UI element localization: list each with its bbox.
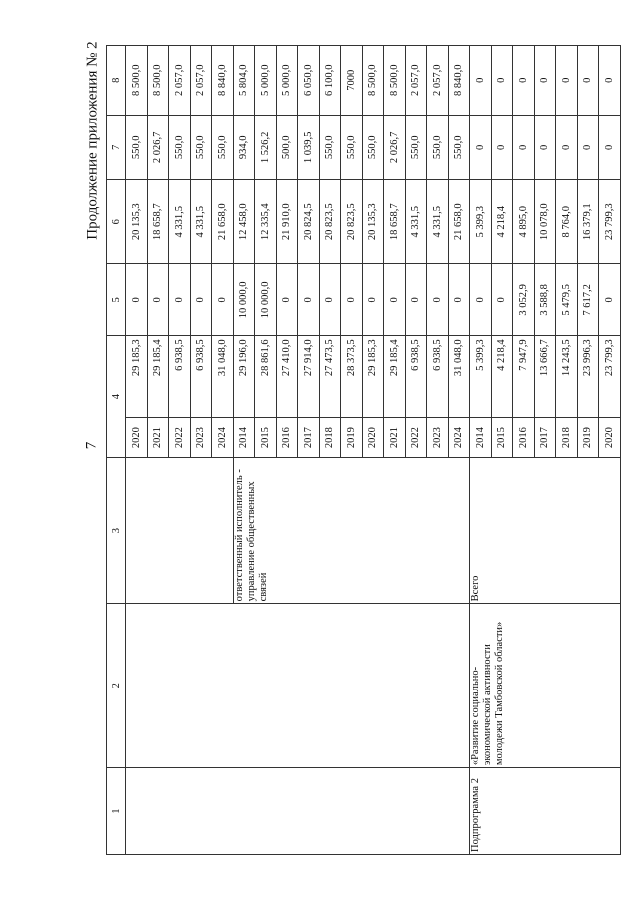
regional-cell: 20 823,5 — [319, 180, 341, 264]
col-header-7: 7 — [107, 115, 126, 180]
subprogram-label: Подпрограмма 2 — [470, 768, 621, 855]
col-header-3: 3 — [107, 457, 126, 603]
other-cell: 2 057,0 — [427, 46, 449, 116]
federal-cell: 3 588,8 — [534, 264, 556, 336]
local-cell: 2 026,7 — [147, 115, 169, 180]
regional-cell: 20 823,5 — [341, 180, 363, 264]
local-cell: 550,0 — [319, 115, 341, 180]
other-cell: 2 057,0 — [169, 46, 191, 116]
local-cell: 550,0 — [341, 115, 363, 180]
local-cell: 550,0 — [126, 115, 148, 180]
federal-cell: 0 — [470, 264, 492, 336]
year-cell: 2022 — [169, 418, 191, 458]
regional-cell: 5 399,3 — [470, 180, 492, 264]
federal-cell: 0 — [147, 264, 169, 336]
year-cell: 2020 — [126, 418, 148, 458]
total-cell: 4 218,4 — [491, 336, 513, 418]
other-cell: 2 057,0 — [405, 46, 427, 116]
total-cell: 6 938,5 — [190, 336, 212, 418]
other-cell: 0 — [599, 46, 621, 116]
col-header-8: 8 — [107, 46, 126, 116]
total-label: Всего — [470, 457, 621, 603]
total-cell: 6 938,5 — [405, 336, 427, 418]
other-cell: 8 500,0 — [147, 46, 169, 116]
regional-cell: 12 335,4 — [255, 180, 277, 264]
regional-cell: 4 331,5 — [169, 180, 191, 264]
federal-cell: 10 000,0 — [233, 264, 255, 336]
year-cell: 2024 — [212, 418, 234, 458]
other-cell: 0 — [556, 46, 578, 116]
year-cell: 2019 — [577, 418, 599, 458]
regional-cell: 4 331,5 — [405, 180, 427, 264]
federal-cell: 0 — [341, 264, 363, 336]
federal-cell: 0 — [190, 264, 212, 336]
year-cell: 2015 — [491, 418, 513, 458]
year-cell: 2020 — [599, 418, 621, 458]
other-cell: 5 000,0 — [255, 46, 277, 116]
total-cell: 5 399,3 — [470, 336, 492, 418]
regional-cell: 4 331,5 — [427, 180, 449, 264]
year-cell: 2016 — [513, 418, 535, 458]
federal-cell: 0 — [599, 264, 621, 336]
regional-cell: 20 135,3 — [362, 180, 384, 264]
other-cell: 8 500,0 — [362, 46, 384, 116]
local-cell: 550,0 — [427, 115, 449, 180]
total-cell: 28 373,5 — [341, 336, 363, 418]
local-cell: 0 — [470, 115, 492, 180]
local-cell: 550,0 — [212, 115, 234, 180]
other-cell: 5 804,0 — [233, 46, 255, 116]
regional-cell: 4 218,4 — [491, 180, 513, 264]
local-cell: 0 — [556, 115, 578, 180]
year-cell: 2023 — [427, 418, 449, 458]
year-cell: 2024 — [448, 418, 470, 458]
year-cell: 2023 — [190, 418, 212, 458]
year-cell: 2015 — [255, 418, 277, 458]
year-cell: 2021 — [384, 418, 406, 458]
regional-cell: 18 658,7 — [384, 180, 406, 264]
federal-cell: 0 — [448, 264, 470, 336]
local-cell: 1 039,5 — [298, 115, 320, 180]
budget-table-container — [106, 45, 615, 855]
total-cell: 6 938,5 — [427, 336, 449, 418]
local-cell: 550,0 — [169, 115, 191, 180]
regional-cell: 21 910,0 — [276, 180, 298, 264]
year-cell: 2018 — [319, 418, 341, 458]
total-cell: 27 914,0 — [298, 336, 320, 418]
federal-cell: 0 — [319, 264, 341, 336]
total-cell: 31 048,0 — [212, 336, 234, 418]
year-cell: 2019 — [341, 418, 363, 458]
total-cell: 23 799,3 — [599, 336, 621, 418]
local-cell: 500,0 — [276, 115, 298, 180]
total-cell: 28 861,6 — [255, 336, 277, 418]
col-header-4: 4 — [107, 336, 126, 458]
local-cell: 550,0 — [362, 115, 384, 180]
federal-cell: 0 — [384, 264, 406, 336]
regional-cell: 20 135,3 — [126, 180, 148, 264]
local-cell: 1 526,2 — [255, 115, 277, 180]
other-cell: 0 — [491, 46, 513, 116]
other-cell: 0 — [513, 46, 535, 116]
regional-cell: 10 078,0 — [534, 180, 556, 264]
local-cell: 550,0 — [448, 115, 470, 180]
regional-cell: 12 458,0 — [233, 180, 255, 264]
local-cell: 550,0 — [190, 115, 212, 180]
other-cell: 8 500,0 — [384, 46, 406, 116]
local-cell: 0 — [599, 115, 621, 180]
total-cell: 29 185,4 — [147, 336, 169, 418]
other-cell: 6 050,0 — [298, 46, 320, 116]
other-cell: 0 — [534, 46, 556, 116]
year-cell: 2021 — [147, 418, 169, 458]
subprogram-title: «Развитие социально-экономической активности молодежи Тамбовской области» — [470, 604, 621, 768]
local-cell: 0 — [534, 115, 556, 180]
other-cell: 7000 — [341, 46, 363, 116]
federal-cell: 10 000,0 — [255, 264, 277, 336]
local-cell: 2 026,7 — [384, 115, 406, 180]
local-cell: 934,0 — [233, 115, 255, 180]
year-cell: 2022 — [405, 418, 427, 458]
total-cell: 31 048,0 — [448, 336, 470, 418]
local-cell: 0 — [513, 115, 535, 180]
page-number: 7 — [83, 441, 100, 450]
federal-cell: 0 — [169, 264, 191, 336]
local-cell: 0 — [491, 115, 513, 180]
federal-cell: 0 — [427, 264, 449, 336]
col2-continuation-cell — [126, 604, 470, 768]
federal-cell: 0 — [212, 264, 234, 336]
regional-cell: 18 658,7 — [147, 180, 169, 264]
regional-cell: 8 764,0 — [556, 180, 578, 264]
total-cell: 27 473,5 — [319, 336, 341, 418]
other-cell: 8 840,0 — [448, 46, 470, 116]
year-cell: 2016 — [276, 418, 298, 458]
federal-cell: 3 052,9 — [513, 264, 535, 336]
other-cell: 5 000,0 — [276, 46, 298, 116]
col-header-2: 2 — [107, 604, 126, 768]
total-cell: 14 243,5 — [556, 336, 578, 418]
col1-continuation-cell — [126, 768, 470, 855]
total-cell: 29 185,3 — [362, 336, 384, 418]
regional-cell: 4 895,0 — [513, 180, 535, 264]
budget-table — [106, 45, 621, 855]
other-cell: 8 500,0 — [126, 46, 148, 116]
year-cell: 2017 — [534, 418, 556, 458]
total-cell: 29 185,3 — [126, 336, 148, 418]
federal-cell: 5 479,5 — [556, 264, 578, 336]
col-header-5: 5 — [107, 264, 126, 336]
year-cell: 2017 — [298, 418, 320, 458]
other-cell: 2 057,0 — [190, 46, 212, 116]
year-cell: 2020 — [362, 418, 384, 458]
total-cell: 13 666,7 — [534, 336, 556, 418]
federal-cell: 0 — [276, 264, 298, 336]
total-cell: 23 996,3 — [577, 336, 599, 418]
other-cell: 0 — [577, 46, 599, 116]
executor-label: ответственный исполнитель - управление общественных связей — [233, 457, 470, 603]
federal-cell: 7 617,2 — [577, 264, 599, 336]
total-cell: 6 938,5 — [169, 336, 191, 418]
page-header: Продолжение приложения № 2 — [84, 41, 101, 240]
federal-cell: 0 — [298, 264, 320, 336]
regional-cell: 21 658,0 — [212, 180, 234, 264]
federal-cell: 0 — [491, 264, 513, 336]
other-cell: 8 840,0 — [212, 46, 234, 116]
header-row — [107, 46, 126, 855]
other-cell: 0 — [470, 46, 492, 116]
total-cell: 7 947,9 — [513, 336, 535, 418]
col3-continuation-cell — [126, 457, 234, 603]
year-cell: 2014 — [233, 418, 255, 458]
federal-cell: 0 — [405, 264, 427, 336]
local-cell: 550,0 — [405, 115, 427, 180]
total-cell: 29 185,4 — [384, 336, 406, 418]
regional-cell: 16 379,1 — [577, 180, 599, 264]
col-header-1: 1 — [107, 768, 126, 855]
federal-cell: 0 — [126, 264, 148, 336]
regional-cell: 4 331,5 — [190, 180, 212, 264]
regional-cell: 21 658,0 — [448, 180, 470, 264]
federal-cell: 0 — [362, 264, 384, 336]
table-row — [470, 46, 492, 855]
regional-cell: 23 799,3 — [599, 180, 621, 264]
other-cell: 6 100,0 — [319, 46, 341, 116]
col-header-6: 6 — [107, 180, 126, 264]
total-cell: 29 196,0 — [233, 336, 255, 418]
table-row — [126, 46, 148, 855]
total-cell: 27 410,0 — [276, 336, 298, 418]
local-cell: 0 — [577, 115, 599, 180]
regional-cell: 20 824,5 — [298, 180, 320, 264]
year-cell: 2018 — [556, 418, 578, 458]
year-cell: 2014 — [470, 418, 492, 458]
